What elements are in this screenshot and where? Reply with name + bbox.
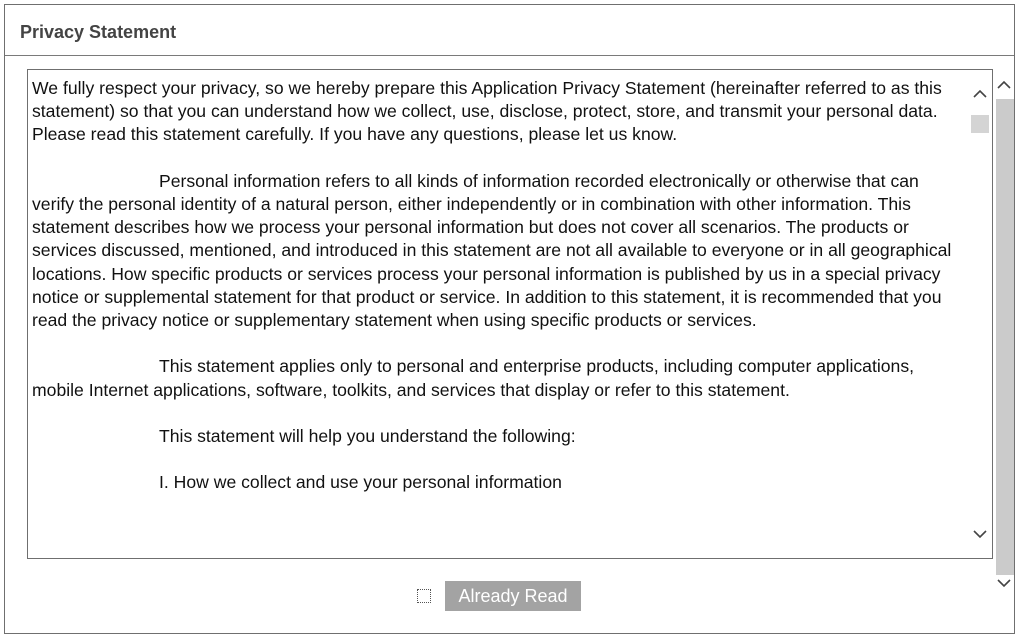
statement-paragraph: We fully respect your privacy, so we hereby prepare this Application Privacy Statement (hereinafter referred to as this statement) so that you can understand how we collect, use, disclose, protect, store, and transmit your personal data. Please read this statement carefully. If you have any questions, please let us know. bbox=[32, 78, 942, 145]
text-area-scroll-thumb[interactable] bbox=[971, 115, 989, 133]
statement-paragraph: This statement will help you understand the following: bbox=[159, 426, 576, 446]
chevron-up-icon[interactable] bbox=[996, 77, 1012, 93]
dialog-header bbox=[5, 5, 1014, 56]
statement-paragraph: This statement applies only to personal and enterprise products, including computer applications, mobile Internet applications, software, toolkits, and services that display or refer to this statement. bbox=[32, 356, 915, 400]
statement-paragraph: I. How we collect and use your personal information bbox=[159, 472, 562, 493]
dialog-scroll-thumb[interactable] bbox=[996, 99, 1014, 575]
dialog-title: Privacy Statement bbox=[20, 22, 177, 42]
statement-paragraph: Personal information refers to all kinds of information recorded electronically or otherwise that can verify the personal identity of a natural person, either independently or in combination with other information. This statement describes how we process your personal information but does not cover all scenarios. The products or services discussed, mentioned, and introduced in this statement are not all available to everyone or in all geographical locations. How specific products or services process your personal information is published by us in a special privacy notice or supplemental statement for that product or service. In addition to this statement, it is recommended that you read the privacy notice or supplementary statement when using specific products or services. bbox=[32, 170, 952, 331]
text-area-scrollbar[interactable] bbox=[968, 70, 992, 558]
chevron-up-icon[interactable] bbox=[972, 86, 988, 102]
already-read-button[interactable]: Already Read bbox=[445, 581, 581, 611]
chevron-down-icon[interactable] bbox=[996, 575, 1012, 591]
dialog-scrollbar[interactable] bbox=[994, 69, 1014, 609]
chevron-down-icon[interactable] bbox=[972, 526, 988, 542]
statement-text-area[interactable] bbox=[27, 69, 993, 559]
statement-content bbox=[32, 77, 960, 518]
already-read-checkbox[interactable] bbox=[417, 589, 431, 603]
privacy-dialog bbox=[4, 4, 1015, 634]
